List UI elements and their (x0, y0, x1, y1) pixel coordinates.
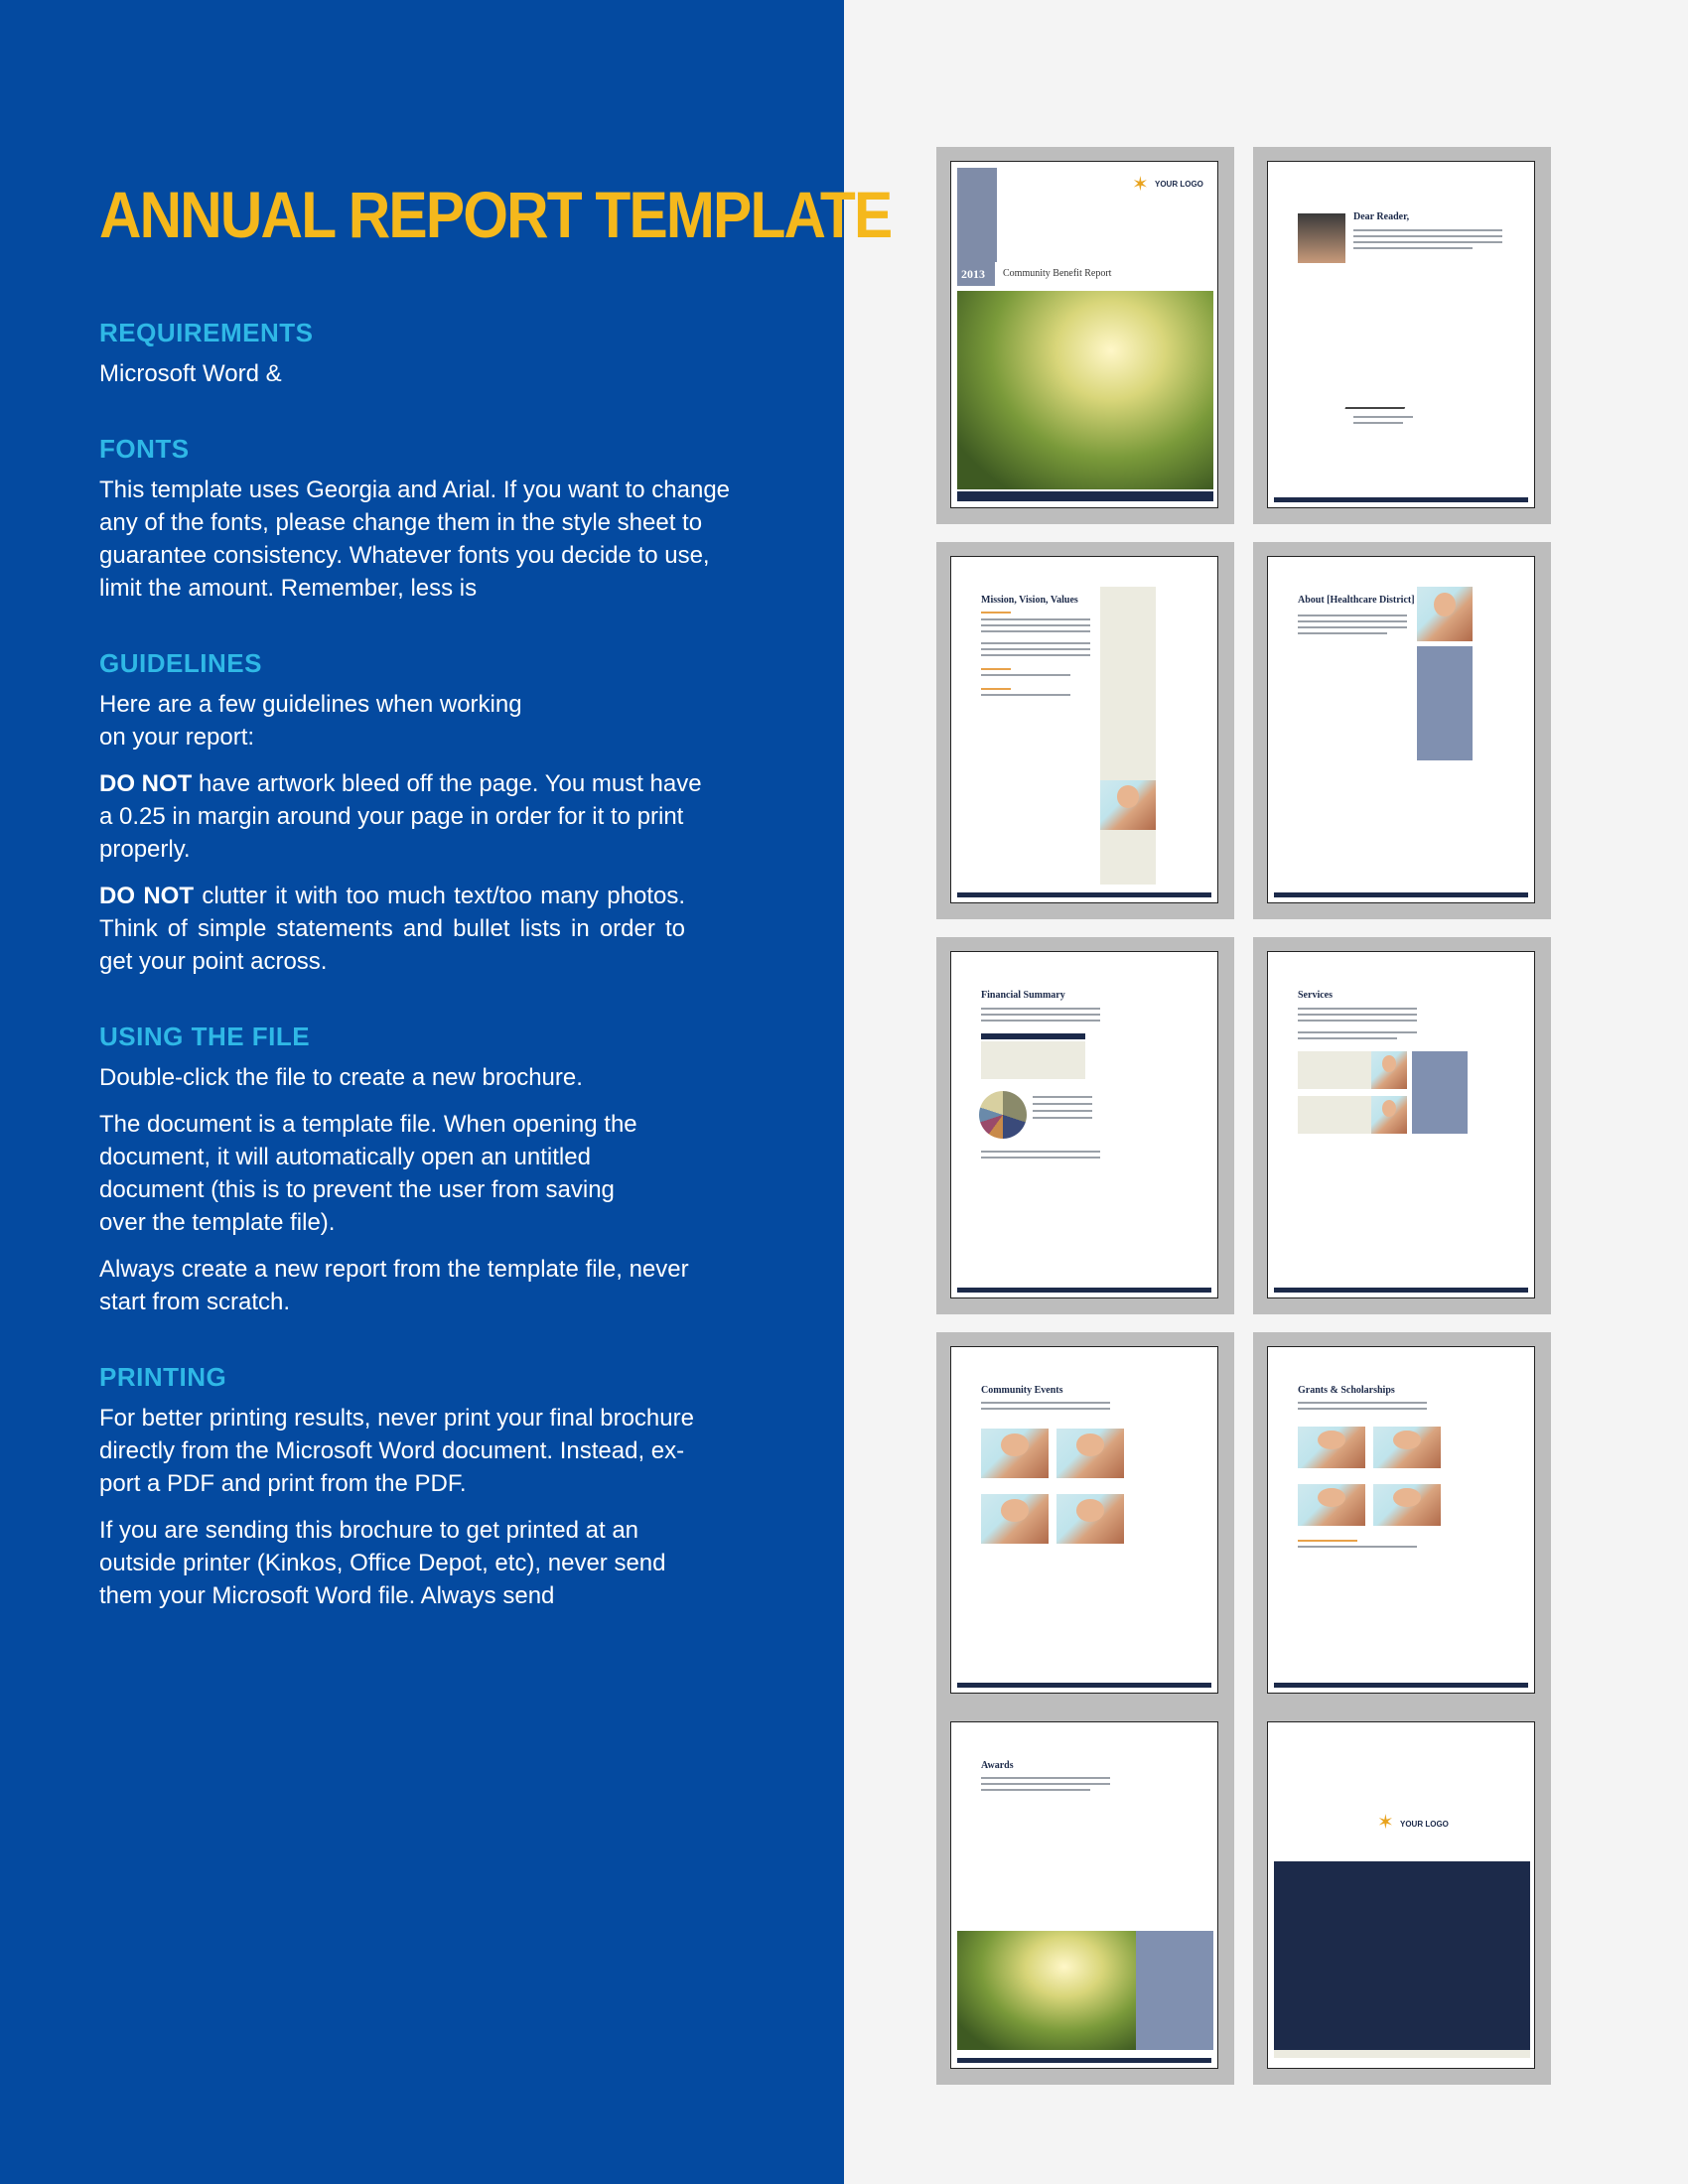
family-park-photo (957, 1931, 1136, 2050)
requirements-section (99, 316, 755, 390)
child-photo (1373, 1484, 1441, 1526)
page-thumbnail-letter[interactable] (1253, 147, 1551, 524)
cover-title: Community Benefit Report (1003, 268, 1112, 279)
family-park-photo (957, 291, 1213, 489)
section-heading: PRINTING (99, 1362, 227, 1392)
logo-text: YOUR LOGO (1400, 1820, 1449, 1829)
logo-star-icon: ✶ (1132, 174, 1149, 196)
awards-heading: Awards (981, 1760, 1014, 1771)
fonts-section (99, 432, 755, 605)
child-photo (981, 1429, 1049, 1478)
requirements-text: Microsoft Word & (99, 360, 282, 387)
pie-chart (979, 1091, 1027, 1139)
page-thumbnail-services[interactable] (1253, 937, 1551, 1314)
section-heading: FONTS (99, 434, 190, 464)
page-thumbnail-grants[interactable] (1253, 1332, 1551, 1709)
guidelines-section (99, 646, 755, 978)
mission-heading: Mission, Vision, Values (981, 595, 1078, 606)
section-heading: USING THE FILE (99, 1022, 311, 1051)
page-title: ANNUAL REPORT TEMPLATE (99, 178, 892, 251)
section-heading: REQUIREMENTS (99, 318, 314, 347)
child-photo (1056, 1494, 1124, 1544)
child-photo (1100, 780, 1156, 830)
page-thumbnail-mission[interactable] (936, 542, 1234, 919)
guideline-rule-1: DO NOT have artwork bleed off the page. You must have a 0.25 in margin around your page in order for it to print properly. (99, 770, 702, 863)
child-photo (1298, 1427, 1365, 1468)
using-file-p3: Always create a new report from the template file, never start from scratch. (99, 1256, 689, 1315)
printing-p2: If you are sending this brochure to get printed at an outside printer (Kinkos, Office Depot, etc), never send them your Microsoft Word file. Always send (99, 1517, 666, 1609)
child-photo (1371, 1051, 1407, 1089)
using-file-p2: The document is a template file. When opening the document, it will automatically open an untitled document (this is to prevent the user from saving over the template file). (99, 1111, 637, 1236)
guidelines-intro: Here are a few guidelines when working on your report: (99, 691, 522, 751)
printing-p1: For better printing results, never print your final brochure directly from the Microsoft Word document. Instead, ex- port a PDF and print from the PDF. (99, 1405, 694, 1497)
page-thumbnail-awards[interactable] (936, 1707, 1234, 2085)
about-heading: About [Healthcare District] (1298, 595, 1415, 606)
cover-year: 2013 (961, 267, 985, 281)
page-thumbnail-financial[interactable] (936, 937, 1234, 1314)
letter-heading: Dear Reader, (1353, 211, 1410, 222)
page-thumbnail-back-cover[interactable] (1253, 1707, 1551, 2085)
author-portrait (1298, 213, 1345, 263)
child-photo (1056, 1429, 1124, 1478)
financial-heading: Financial Summary (981, 990, 1065, 1001)
child-photo (981, 1494, 1049, 1544)
child-photo (1417, 587, 1473, 641)
grants-heading: Grants & Scholarships (1298, 1385, 1395, 1396)
events-heading: Community Events (981, 1385, 1063, 1396)
fonts-text: This template uses Georgia and Arial. If you want to change any of the fonts, please change them in the style sheet to guarantee consistency. Whatever fonts you decide to use, limit the amount. Remember, less is (99, 477, 731, 602)
using-file-section (99, 1020, 755, 1318)
guideline-rule-2: DO NOT clutter it with too much text/too many photos. Think of simple statements and bullet lists in order to get your point across. (99, 883, 686, 975)
child-photo (1373, 1427, 1441, 1468)
child-photo (1298, 1484, 1365, 1526)
printing-section (99, 1360, 755, 1612)
page-thumbnail-cover[interactable] (936, 147, 1234, 524)
signature (1344, 395, 1409, 409)
section-heading: GUIDELINES (99, 648, 262, 678)
services-heading: Services (1298, 990, 1333, 1001)
using-file-p1: Double-click the file to create a new brochure. (99, 1064, 583, 1091)
child-photo (1371, 1096, 1407, 1134)
page-thumbnail-events[interactable] (936, 1332, 1234, 1709)
logo-star-icon: ✶ (1377, 1812, 1394, 1834)
logo-text: YOUR LOGO (1155, 180, 1203, 189)
page-thumbnail-about[interactable] (1253, 542, 1551, 919)
